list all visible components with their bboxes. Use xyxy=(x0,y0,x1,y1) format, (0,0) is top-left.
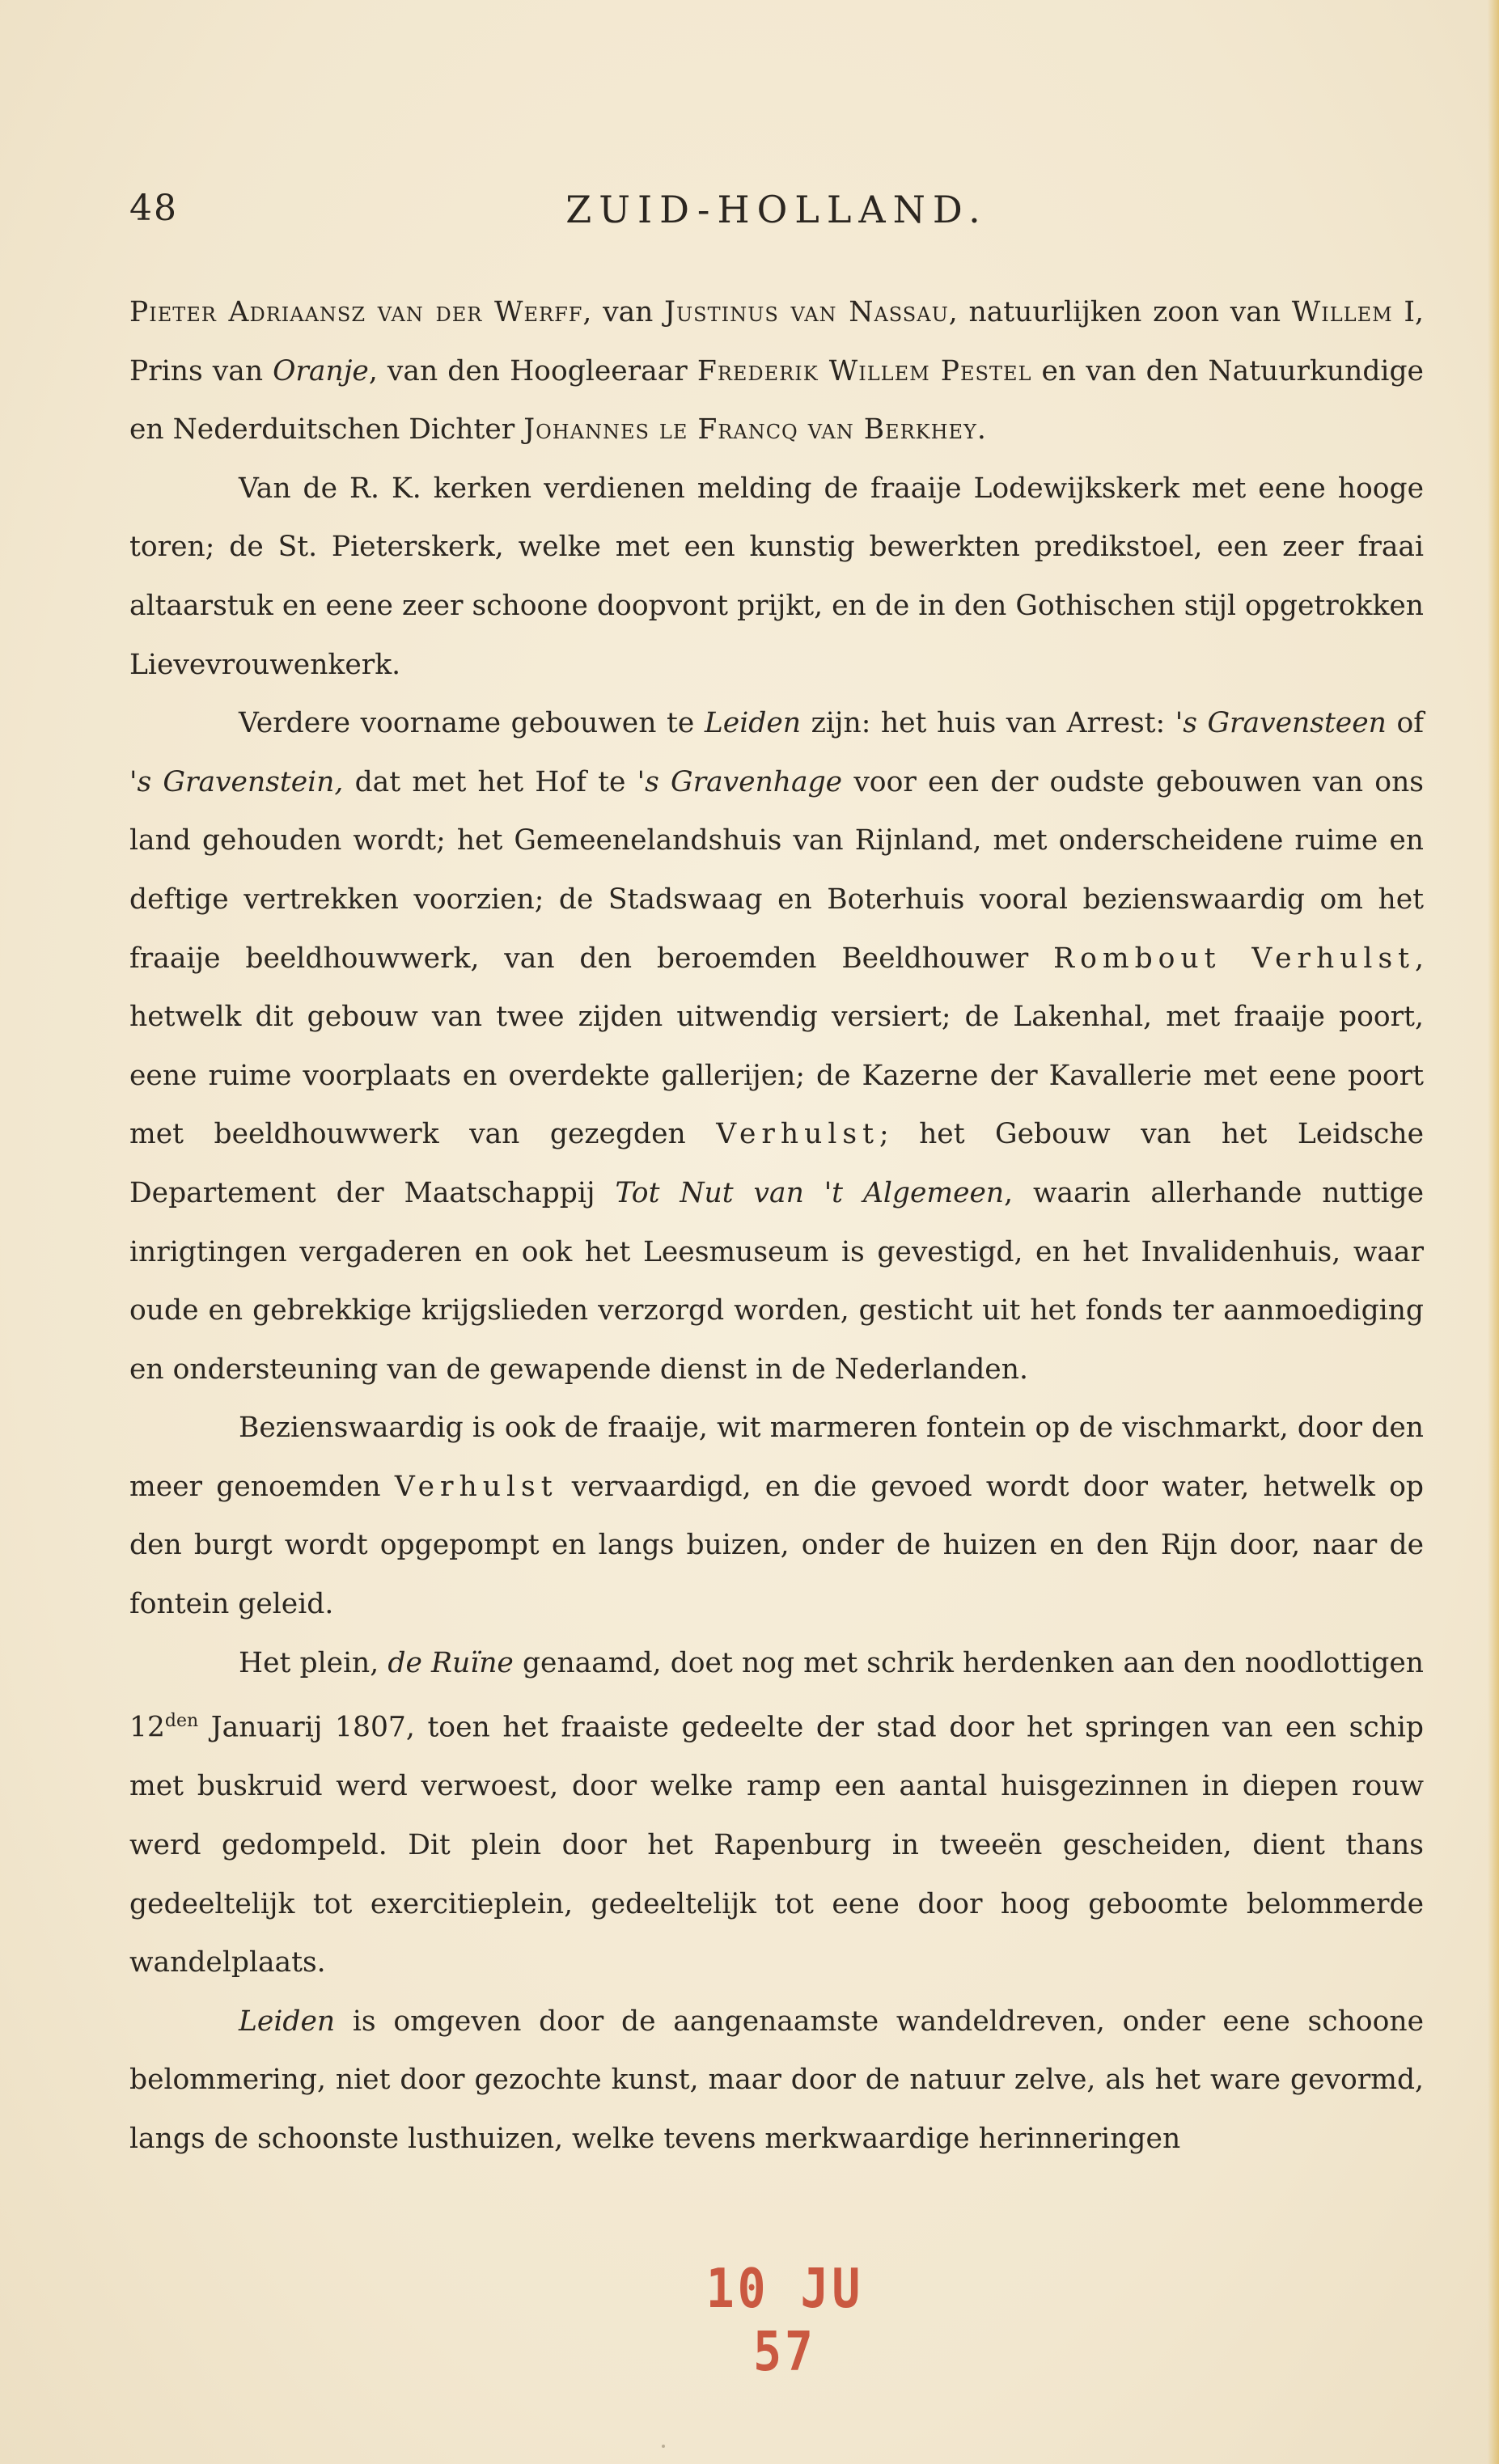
italic-name: de Ruïne xyxy=(387,1646,514,1679)
text-run: Het plein, xyxy=(239,1646,388,1679)
italic-name: Oranje xyxy=(273,354,369,387)
italic-name: 's Gravenhage xyxy=(637,765,843,798)
person-name: Justinus van Nassau xyxy=(664,296,949,328)
person-name: Johannes le Francq van Berkhey xyxy=(523,413,977,447)
text-run: ; het Gebouw van het Leidsche Departement der Maatschappij xyxy=(129,1118,1424,1209)
page-number: 48 xyxy=(129,188,178,229)
paper-speck xyxy=(662,2445,665,2448)
text-run: , van xyxy=(582,296,665,328)
italic-name: Tot Nut van 't Algemeen xyxy=(615,1176,1005,1209)
body-text xyxy=(129,283,1424,2169)
superscript: den xyxy=(164,1711,199,1732)
italic-name: Leiden xyxy=(239,2005,336,2038)
text-run: voor een der oudste gebouwen van ons land gehouden wordt; het Gemeenelandshuis van Rijnland, met onderscheidene ruime en deftige vertrekken voorzien; de Stadswaag en Boterhuis vooral bezienswaardig om het fraaije beeldhouwwerk, van den beroemden Beeldhouwer xyxy=(129,765,1424,975)
italic-name: 's Gravenstein, xyxy=(129,765,344,798)
text-run: Bezienswaardig is ook de fraaije, wit marmeren fontein op de vischmarkt, door den meer genoemden xyxy=(129,1412,1424,1503)
text-run: Verdere voorname gebouwen te xyxy=(239,707,705,740)
paragraph-5 xyxy=(129,1634,1424,1992)
spaced-name: Rombout Verhulst xyxy=(1053,942,1416,975)
text-run: , hetwelk dit gebouw van twee zijden uitwendig versiert; de Lakenhal, met fraaije poort, eene ruime voorplaats en overdekte gallerijen; de Kazerne der Kavallerie met eene poort met beeldhouwwerk van gezegden xyxy=(129,942,1424,1151)
paragraph-1 xyxy=(129,283,1424,459)
text-run: vervaardigd, en die gevoed wordt door water, hetwelk op den burgt wordt opgepompt en langs buizen, onder de huizen en den Rijn door, naar de fontein geleid. xyxy=(129,1470,1425,1621)
page-header xyxy=(129,188,1424,236)
paragraph-4 xyxy=(129,1399,1424,1633)
text-run: genaamd, doet nog met schrik herdenken aan den noodlottigen 12 xyxy=(129,1646,1424,1744)
italic-name: Leiden xyxy=(704,707,801,740)
text-run: I, Prins van xyxy=(129,296,1425,387)
person-name: Frederik Willem Pestel xyxy=(697,354,1032,387)
text-run: , natuurlijken zoon van xyxy=(948,296,1292,328)
paragraph-6 xyxy=(129,1992,1424,2169)
person-name: Willem xyxy=(1291,296,1393,328)
text-run: , van den Hoogleeraar xyxy=(368,354,697,387)
text-run: Januarij 1807, toen het fraaiste gedeelte der stad door het springen van een schip met buskruid werd verwoest, door welke ramp een aantal huisgezinnen in diepen rouw werd gedompeld. Dit plein door het Rapenburg in tweeën gescheiden, dient thans gedeeltelijk tot exercitieplein, gedeeltelijk tot eene door hoog geboomte belommerde wandelplaats. xyxy=(129,1711,1424,1979)
text-run: of xyxy=(1386,707,1425,740)
spaced-name: Verhulst xyxy=(394,1470,558,1503)
text-run: . xyxy=(976,413,986,447)
text-run: is omgeven door de aangenaamste wandeldreven, onder eene schoone belommering, niet door gezochte kunst, maar door de natuur zelve, als het ware gevormd, langs de schoonste lusthuizen, welke tevens merkwaardige herinneringen xyxy=(129,2005,1424,2155)
text-run: Van de R. K. kerken verdienen melding de fraaije Lodewijkskerk met eene hooge toren; de St. Pieterskerk, welke met een kunstig bewerkten predikstoel, een zeer fraai altaarstuk en eene zeer schoone doopvont prijkt, en de in den Gothischen stijl opgetrokken Lievevrouwenkerk. xyxy=(129,472,1424,681)
text-run: , waarin allerhande nuttige inrigtingen vergaderen en ook het Leesmuseum is gevestigd, en het Invalidenhuis, waar oude en gebrekkige krijgslieden verzorgd worden, gesticht uit het fonds ter aanmoediging en ondersteuning van de gewapende dienst in de Nederlanden. xyxy=(129,1176,1424,1386)
text-run: en van den Natuurkundige en Nederduitschen Dichter xyxy=(129,354,1424,447)
text-run: dat met het Hof te xyxy=(343,765,637,798)
italic-name: 's Gravensteen xyxy=(1175,707,1387,740)
date-stamp: 10 JU 57 xyxy=(705,2256,864,2384)
person-name: Pieter Adriaansz van der Werff xyxy=(129,296,583,328)
text-run: zijn: het huis van Arrest: xyxy=(800,707,1175,740)
spaced-name: Verhulst xyxy=(716,1118,879,1151)
page-edge xyxy=(1488,0,1499,2464)
paragraph-3 xyxy=(129,694,1424,1399)
running-title: ZUID-HOLLAND. xyxy=(565,188,988,231)
paragraph-2 xyxy=(129,459,1424,694)
